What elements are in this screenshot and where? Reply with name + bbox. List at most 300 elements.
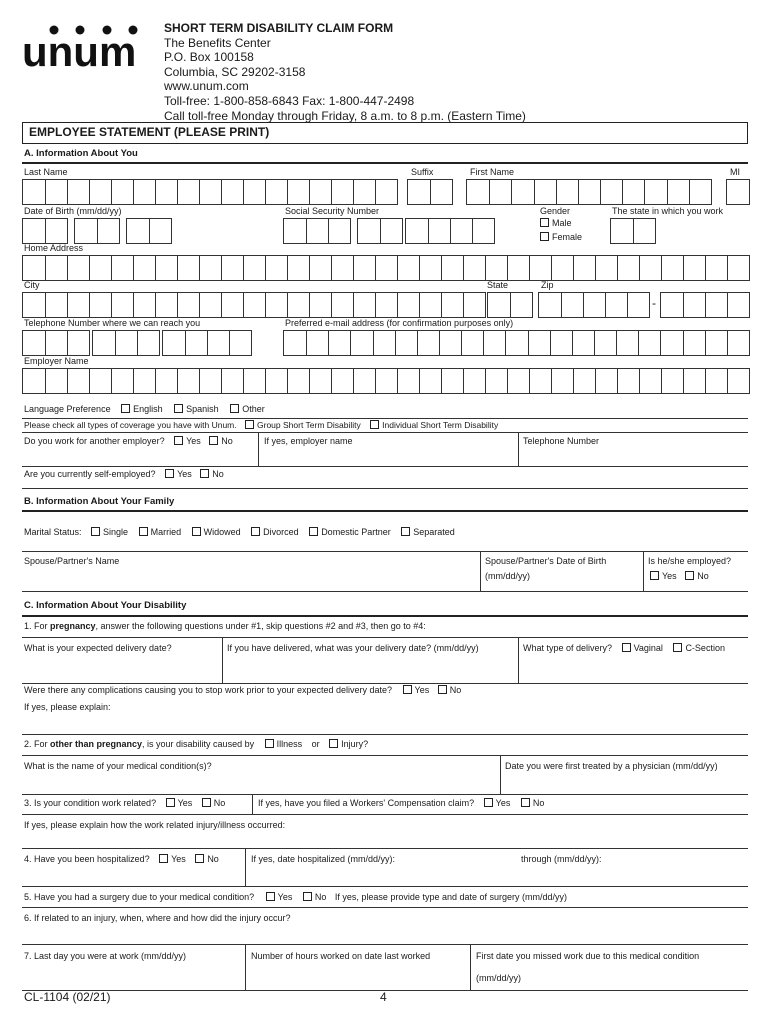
character-box-divider: [419, 293, 420, 317]
character-box-divider: [67, 331, 68, 355]
character-box-divider: [353, 180, 354, 204]
column-divider: [518, 432, 519, 466]
character-box-divider: [510, 293, 511, 317]
checkbox[interactable]: [540, 232, 549, 241]
character-box-divider: [551, 369, 552, 393]
another-employer-yes[interactable]: Yes: [174, 436, 201, 446]
hospitalized-question: 4. Have you been hospitalized?: [24, 854, 150, 864]
checkbox[interactable]: [245, 420, 254, 429]
checkbox[interactable]: [401, 527, 410, 536]
row-divider: [22, 432, 748, 433]
language-spanish-option[interactable]: Spanish: [174, 404, 219, 414]
delivery-type-row: [523, 643, 725, 654]
marital-status-row: [24, 527, 455, 538]
dob-day-field[interactable]: [74, 218, 120, 244]
another-employer-row: [24, 436, 233, 447]
character-box-divider: [45, 331, 46, 355]
employer-name-label: Employer Name: [24, 356, 89, 366]
character-box-divider: [397, 293, 398, 317]
character-box-divider: [578, 180, 579, 204]
or-text: or: [311, 739, 320, 749]
checkbox[interactable]: [174, 436, 183, 445]
character-box-divider: [727, 256, 728, 280]
work-related-question: 3. Is your condition work related?: [24, 798, 157, 808]
character-box-divider: [309, 369, 310, 393]
character-box-divider: [505, 331, 506, 355]
another-employer-no[interactable]: No: [209, 436, 233, 446]
character-box-divider: [133, 369, 134, 393]
cause-illness-option[interactable]: Illness: [265, 739, 303, 749]
character-box-divider: [661, 256, 662, 280]
column-divider: [500, 755, 501, 794]
character-box-divider: [265, 293, 266, 317]
address-line: P.O. Box 100158: [164, 50, 254, 65]
character-box-divider: [441, 293, 442, 317]
checkbox[interactable]: [121, 404, 130, 413]
checkbox[interactable]: [484, 798, 493, 807]
character-box-divider: [373, 331, 374, 355]
employee-statement-banner: [22, 122, 748, 144]
character-box-divider: [439, 331, 440, 355]
checkbox[interactable]: [174, 404, 183, 413]
character-box-divider: [419, 256, 420, 280]
checkbox[interactable]: [673, 643, 682, 652]
character-box-divider: [67, 369, 68, 393]
character-box-divider: [306, 331, 307, 355]
character-box-divider: [683, 369, 684, 393]
character-box-divider: [331, 369, 332, 393]
coverage-question: Please check all types of coverage you have with Unum.: [24, 420, 237, 430]
character-box-divider: [243, 256, 244, 280]
expected-delivery-label: What is your expected delivery date?: [24, 643, 172, 653]
character-box-divider: [375, 369, 376, 393]
delivery-csection-option[interactable]: C-Section: [673, 643, 725, 653]
character-box-divider: [287, 180, 288, 204]
marital-divorced-option[interactable]: Divorced: [251, 527, 299, 537]
self-employed-no[interactable]: No: [200, 469, 224, 479]
coverage-row: [24, 420, 498, 431]
checkbox[interactable]: [230, 404, 239, 413]
checkbox[interactable]: [202, 798, 211, 807]
page-number: 4: [380, 990, 387, 1004]
coverage-individual-std-option[interactable]: Individual Short Term Disability: [370, 420, 498, 430]
character-box-divider: [595, 256, 596, 280]
character-box-divider: [683, 293, 684, 317]
character-box-divider: [133, 180, 134, 204]
first-missed-format: (mm/dd/yy): [476, 973, 521, 983]
character-box-divider: [463, 293, 464, 317]
zip-label: Zip: [541, 280, 554, 290]
character-box-divider: [331, 180, 332, 204]
work-state-label: The state in which you work: [612, 206, 724, 216]
zip-part1-field[interactable]: [538, 292, 650, 318]
phone-prefix-field[interactable]: [92, 330, 160, 356]
character-box-divider: [528, 331, 529, 355]
column-divider: [252, 794, 253, 814]
character-box-divider: [309, 293, 310, 317]
checkbox[interactable]: [192, 527, 201, 536]
character-box-divider: [594, 331, 595, 355]
work-state-field[interactable]: [610, 218, 656, 244]
address-line: The Benefits Center: [164, 35, 271, 50]
other-employer-name-label: If yes, employer name: [264, 436, 353, 446]
delivered-date-label: If you have delivered, what was your delivery date? (mm/dd/yy): [227, 643, 479, 653]
phone-line-field[interactable]: [162, 330, 252, 356]
marital-married-option[interactable]: Married: [139, 527, 182, 537]
coverage-group-std-option[interactable]: Group Short Term Disability: [245, 420, 361, 430]
character-box-divider: [243, 180, 244, 204]
character-box-divider: [397, 369, 398, 393]
self-employed-yes[interactable]: Yes: [165, 469, 192, 479]
question-6: 6. If related to an injury, when, where and how did the injury occur?: [24, 913, 291, 923]
gender-label: Gender: [540, 206, 571, 216]
column-divider: [245, 944, 246, 990]
character-box-divider: [67, 256, 68, 280]
surgery-question: 5. Have you had a surgery due to your medical condition?: [24, 892, 255, 902]
medical-condition-label: What is the name of your medical condition(s)?: [24, 761, 212, 771]
character-box-divider: [511, 180, 512, 204]
address-line: Columbia, SC 29202-3158: [164, 64, 306, 79]
character-box-divider: [380, 219, 381, 243]
character-box-divider: [221, 180, 222, 204]
email-field[interactable]: [283, 330, 750, 356]
character-box-divider: [550, 331, 551, 355]
character-box-divider: [67, 180, 68, 204]
character-box-divider: [177, 293, 178, 317]
workers-comp-row: [258, 798, 544, 809]
character-box-divider: [529, 369, 530, 393]
email-label: Preferred e-mail address (for confirmation purposes only): [285, 318, 514, 328]
checkbox[interactable]: [159, 854, 168, 863]
character-box-divider: [683, 256, 684, 280]
complications-yes[interactable]: Yes: [403, 685, 430, 695]
character-box-divider: [177, 256, 178, 280]
row-divider: [22, 683, 748, 684]
character-box-divider: [328, 331, 329, 355]
hours-worked-label: Number of hours worked on date last worked: [251, 951, 431, 961]
ssn-part1-field[interactable]: [283, 218, 351, 244]
character-box-divider: [397, 256, 398, 280]
character-box-divider: [419, 369, 420, 393]
character-box-divider: [485, 369, 486, 393]
character-box-divider: [111, 180, 112, 204]
city-field[interactable]: [22, 292, 486, 318]
row-divider: [22, 944, 748, 945]
character-box-divider: [507, 369, 508, 393]
checkbox[interactable]: [303, 892, 312, 901]
character-box-divider: [155, 256, 156, 280]
character-box-divider: [375, 293, 376, 317]
character-box-divider: [485, 256, 486, 280]
character-box-divider: [133, 293, 134, 317]
language-label: Language Preference: [24, 404, 111, 414]
checkbox[interactable]: [540, 218, 549, 227]
character-box-divider: [111, 256, 112, 280]
ssn-part3-field[interactable]: [405, 218, 495, 244]
row-divider: [22, 907, 748, 908]
character-box-divider: [489, 180, 490, 204]
character-box-divider: [221, 293, 222, 317]
character-box-divider: [287, 369, 288, 393]
workers-comp-yes[interactable]: Yes: [484, 798, 511, 808]
character-box-divider: [441, 256, 442, 280]
character-box-divider: [45, 293, 46, 317]
checkbox[interactable]: [251, 527, 260, 536]
website-link[interactable]: www.unum.com: [164, 79, 249, 94]
home-address-field[interactable]: [22, 255, 750, 281]
character-box-divider: [430, 180, 431, 204]
column-divider: [480, 551, 481, 591]
gender-male-option[interactable]: Male: [540, 218, 572, 229]
character-box-divider: [507, 256, 508, 280]
character-box-divider: [207, 331, 208, 355]
character-box-divider: [199, 369, 200, 393]
spouse-employed-options: [650, 571, 709, 582]
character-box-divider: [617, 256, 618, 280]
hospitalized-yes[interactable]: Yes: [159, 854, 186, 864]
checkbox[interactable]: [622, 643, 631, 652]
complications-row: [24, 685, 461, 696]
character-box-divider: [353, 369, 354, 393]
last-name-field[interactable]: [22, 179, 398, 205]
form-title: SHORT TERM DISABILITY CLAIM FORM: [164, 21, 394, 35]
dob-month-field[interactable]: [22, 218, 68, 244]
character-box-divider: [353, 256, 354, 280]
character-box-divider: [375, 180, 376, 204]
first-treated-label: Date you were first treated by a physician (mm/dd/yy): [505, 761, 718, 771]
marital-single-option[interactable]: Single: [91, 527, 128, 537]
marital-status-label: Marital Status:: [24, 527, 82, 537]
row-divider: [22, 591, 748, 592]
character-box-divider: [667, 180, 668, 204]
hospitalized-no[interactable]: No: [195, 854, 219, 864]
character-box-divider: [331, 256, 332, 280]
character-box-divider: [306, 219, 307, 243]
column-divider: [245, 848, 246, 886]
character-box-divider: [97, 219, 98, 243]
checkbox[interactable]: [370, 420, 379, 429]
character-box-divider: [177, 369, 178, 393]
question-1: 1. For pregnancy, answer the following questions under #1, skip questions #2 and #3, then go to #4:: [24, 621, 426, 631]
checkbox[interactable]: [200, 469, 209, 478]
column-divider: [470, 944, 471, 990]
row-divider: [22, 794, 748, 795]
row-divider: [22, 886, 748, 887]
character-box-divider: [350, 331, 351, 355]
state-field[interactable]: [487, 292, 533, 318]
spouse-dob-format: (mm/dd/yy): [485, 571, 530, 581]
spouse-employed-no[interactable]: No: [685, 571, 709, 581]
column-divider: [518, 637, 519, 683]
checkbox[interactable]: [209, 436, 218, 445]
character-box-divider: [149, 219, 150, 243]
row-divider: [22, 814, 748, 815]
checkbox[interactable]: [438, 685, 447, 694]
character-box-divider: [661, 369, 662, 393]
character-box-divider: [472, 219, 473, 243]
marital-separated-option[interactable]: Separated: [401, 527, 455, 537]
character-box-divider: [573, 256, 574, 280]
section-divider: [22, 615, 748, 617]
character-box-divider: [89, 256, 90, 280]
character-box-divider: [89, 369, 90, 393]
character-box-divider: [463, 256, 464, 280]
home-address-label: Home Address: [24, 243, 84, 253]
checkbox[interactable]: [685, 571, 694, 580]
character-box-divider: [243, 369, 244, 393]
character-box-divider: [417, 331, 418, 355]
phone-area-field[interactable]: [22, 330, 90, 356]
character-box-divider: [561, 293, 562, 317]
first-missed-label: First date you missed work due to this medical condition: [476, 951, 700, 961]
character-box-divider: [463, 369, 464, 393]
question-7: 7. Last day you were at work (mm/dd/yy): [24, 951, 187, 961]
row-divider: [22, 734, 748, 735]
section-divider: [22, 510, 748, 512]
ssn-label: Social Security Number: [285, 206, 380, 216]
character-box-divider: [556, 180, 557, 204]
character-box-divider: [331, 293, 332, 317]
ssn-part2-field[interactable]: [357, 218, 403, 244]
another-employer-question: Do you work for another employer?: [24, 436, 165, 446]
character-box-divider: [705, 293, 706, 317]
character-box-divider: [199, 256, 200, 280]
dob-year-field[interactable]: [126, 218, 172, 244]
character-box-divider: [199, 180, 200, 204]
complications-question: Were there any complications causing you to stop work prior to your expected delivery date?: [24, 685, 393, 695]
character-box-divider: [309, 256, 310, 280]
checkbox[interactable]: [329, 739, 338, 748]
dob-label: Date of Birth (mm/dd/yy): [24, 206, 122, 216]
character-box-divider: [265, 369, 266, 393]
delivery-vaginal-option[interactable]: Vaginal: [622, 643, 663, 653]
checkbox[interactable]: [266, 892, 275, 901]
state-label: State: [487, 280, 509, 290]
spouse-dob-label: Spouse/Partner's Date of Birth: [485, 556, 607, 566]
row-divider: [22, 637, 748, 638]
surgery-detail-label: If yes, please provide type and date of surgery (mm/dd/yy): [334, 892, 568, 902]
checkbox[interactable]: [650, 571, 659, 580]
cause-injury-option[interactable]: Injury?: [329, 739, 368, 749]
mi-field[interactable]: [726, 179, 750, 205]
character-box-divider: [45, 256, 46, 280]
checkbox[interactable]: [165, 469, 174, 478]
character-box-divider: [111, 293, 112, 317]
marital-widowed-option[interactable]: Widowed: [192, 527, 241, 537]
checkbox[interactable]: [521, 798, 530, 807]
character-box-divider: [45, 219, 46, 243]
first-name-label: First Name: [470, 167, 515, 177]
character-box-divider: [155, 369, 156, 393]
checkbox[interactable]: [403, 685, 412, 694]
character-box-divider: [89, 180, 90, 204]
character-box-divider: [633, 219, 634, 243]
character-box-divider: [595, 369, 596, 393]
work-related-no[interactable]: No: [202, 798, 226, 808]
suffix-field[interactable]: [407, 179, 453, 205]
form-header: [164, 21, 724, 123]
character-box-divider: [137, 331, 138, 355]
surgery-yes[interactable]: Yes: [266, 892, 293, 902]
character-box-divider: [727, 293, 728, 317]
telephone-label: Telephone Number where we can reach you: [24, 318, 201, 328]
checkbox[interactable]: [166, 798, 175, 807]
character-box-divider: [705, 369, 706, 393]
character-box-divider: [727, 331, 728, 355]
column-divider: [643, 551, 644, 591]
checkbox[interactable]: [309, 527, 318, 536]
checkbox[interactable]: [91, 527, 100, 536]
character-box-divider: [441, 369, 442, 393]
complications-no[interactable]: No: [438, 685, 462, 695]
checkbox[interactable]: [195, 854, 204, 863]
character-box-divider: [229, 331, 230, 355]
spouse-employed-yes[interactable]: Yes: [650, 571, 677, 581]
row-divider: [22, 848, 748, 849]
section-divider: [22, 162, 748, 164]
character-box-divider: [705, 331, 706, 355]
character-box-divider: [115, 331, 116, 355]
character-box-divider: [572, 331, 573, 355]
section-a-title: A. Information About You: [24, 148, 138, 159]
character-box-divider: [461, 331, 462, 355]
character-box-divider: [221, 256, 222, 280]
checkbox[interactable]: [139, 527, 148, 536]
checkbox[interactable]: [265, 739, 274, 748]
contact-numbers: Toll-free: 1-800-858-6843 Fax: 1-800-447-2498: [164, 93, 415, 108]
character-box-divider: [328, 219, 329, 243]
work-related-yes[interactable]: Yes: [166, 798, 193, 808]
character-box-divider: [221, 369, 222, 393]
character-box-divider: [199, 293, 200, 317]
character-box-divider: [483, 331, 484, 355]
character-box-divider: [551, 256, 552, 280]
character-box-divider: [622, 180, 623, 204]
unum-logo-mark: [20, 22, 148, 72]
character-box-divider: [243, 293, 244, 317]
gender-female-option[interactable]: Female: [540, 232, 582, 243]
section-b-title: B. Information About Your Family: [24, 496, 175, 507]
banner-text: EMPLOYEE STATEMENT (PLEASE PRINT): [29, 125, 270, 139]
language-other-option[interactable]: Other: [230, 404, 265, 414]
character-box-divider: [638, 331, 639, 355]
marital-domestic-partner-option[interactable]: Domestic Partner: [309, 527, 391, 537]
zip-dash: -: [652, 296, 656, 310]
zip-part2-field[interactable]: [660, 292, 750, 318]
self-employed-question: Are you currently self-employed?: [24, 469, 156, 479]
row-divider: [22, 488, 748, 489]
workers-comp-no[interactable]: No: [521, 798, 545, 808]
question-2: 2. For other than pregnancy, is your disability caused by Illness or Injury?: [24, 739, 369, 749]
question-3: [24, 798, 225, 809]
row-divider: [22, 551, 748, 552]
character-box-divider: [529, 256, 530, 280]
self-employed-row: [24, 469, 224, 480]
character-box-divider: [450, 219, 451, 243]
other-employer-phone-label: Telephone Number: [523, 436, 600, 446]
character-box-divider: [639, 369, 640, 393]
first-name-field[interactable]: [466, 179, 712, 205]
character-box-divider: [67, 293, 68, 317]
language-english-option[interactable]: English: [121, 404, 163, 414]
character-box-divider: [639, 256, 640, 280]
employer-name-field[interactable]: [22, 368, 750, 394]
logo-wordmark: unum: [22, 28, 137, 72]
surgery-no[interactable]: No: [303, 892, 327, 902]
character-box-divider: [287, 256, 288, 280]
character-box-divider: [89, 293, 90, 317]
work-related-explain-label: If yes, please explain how the work related injury/illness occurred:: [24, 820, 286, 830]
